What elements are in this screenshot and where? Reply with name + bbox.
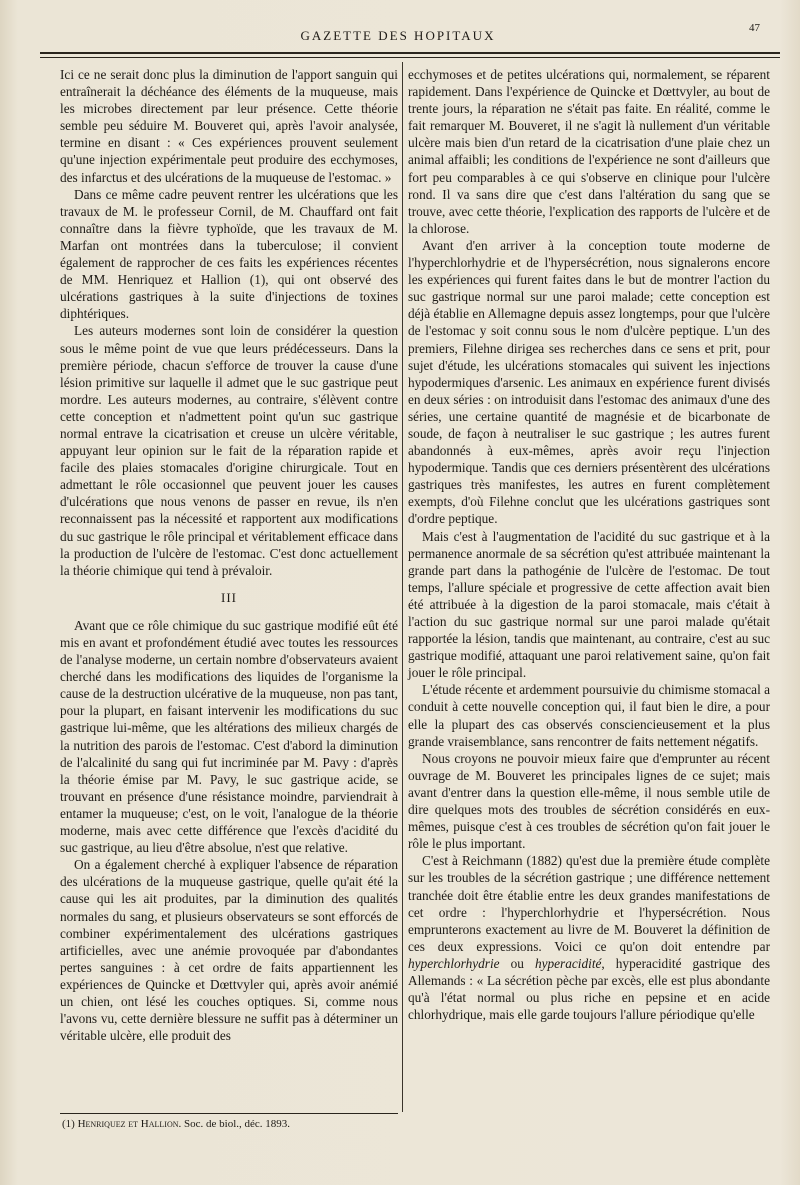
paragraph: Dans ce même cadre peuvent rentrer les ulcérations que les travaux de M. le professeur Cornil, de M. Chauffard ont fait connaître dans la fièvre typhoïde, que les travaux de M. Marfan ont montrées dans la tuberculose; il convient également de rapprocher de ces faits les expériences récentes de MM. Henriquez et Hallion (1), qui ont observé des ulcérations gastriques à la suite d'injections de toxines diphtériques. xyxy=(60,186,398,322)
text-run: ou xyxy=(499,955,535,971)
footnote-authors: Henriquez et Hallion. xyxy=(77,1118,182,1130)
paragraph: On a également cherché à expliquer l'absence de réparation des ulcérations de la muqueuse gastrique, quelle qu'ait été la cause qui les ait produites, par la diminution des qualités normales du sang, et plusieurs observateurs se sont efforcés de combiner expérimentalement des ulcérations gastriques artificielles, avec une anémie provoquée par d'abondantes pertes sanguines : à cet ordre de faits appartiennent les expériences de Quincke et Dœttvyler qui, après avoir anémié un chien, ont lésé les couches optiques. Si, comme nous l'avons vu, cette dernière blessure ne suffit pas à déterminer un véritable ulcère, elle produit des xyxy=(60,857,398,1044)
italic-term: hyperacidité xyxy=(534,955,602,971)
text-run: , hyperacidité gastrique des Allemands : « La sécrétion pèche par excès, elle est plus abondante qu'à l'état normal ou plus riche en pepsine et en acide chlorhydrique, mais elle garde toujours l'allure périodique qu'elle xyxy=(408,955,770,1023)
text-run: C'est à Reichmann (1882) qu'est due la première étude complète sur les troubles de la sécrétion gastrique ; une différence nettement tranchée doit être établie entre les deux grandes manifestations de cet ordre : l'hyperchlorhydrie et l'hypersécrétion. Nous emprunterons exactement au livre de M. Bouveret la définition de ces deux expressions. Voici ce qu'on doit entendre par xyxy=(408,853,770,954)
paragraph: ecchymoses et de petites ulcérations qui, normalement, se réparent rapidement. Dans l'expérience de Quincke et Dœttvyler, au bout de trente jours, la réparation ne s'était pas faite. En réalité, comme le fait remarquer M. Bouveret, il ne s'agit là nullement d'un véritable ulcère mais bien d'un retard de la cicatrisation d'une plaie chez un animal affaibli; les conditions de l'expérience ne sont d'ailleurs que fort peu comparables à ce qui s'observe en clinique pour l'ulcère rond. Il va sans dire que c'est dans l'altération du sang que se trouve, avec cette théorie, l'explication des rapports de l'ulcère et de la chlorose. xyxy=(408,67,770,236)
right-column xyxy=(408,66,770,1023)
header-rule xyxy=(40,52,780,54)
footnote-text: Soc. de biol., déc. 1893. xyxy=(184,1118,291,1130)
paragraph: L'étude récente et ardemment poursuivie du chimisme stomacal a conduit à cette nouvelle conception qui, il faut bien le dire, a pour elle la plupart des cas observés consciencieusement et la plus grande vraisemblance, sans rencontrer de faits nettement négatifs. xyxy=(408,682,770,749)
left-column xyxy=(60,66,398,1044)
paragraph: Nous croyons ne pouvoir mieux faire que d'emprunter au récent ouvrage de M. Bouveret les principales lignes de ce sujet; mais avant d'entrer dans la question elle-même, il nous semble utile de dire quelques mots des troubles de sécrétion considérés en eux-mêmes, puisque c'est à ces troubles de sécrétion qu'on fait jouer le rôle le plus important. xyxy=(408,750,770,852)
footnote-marker: (1) xyxy=(62,1118,75,1130)
column-divider xyxy=(402,62,403,1112)
paragraph: Les auteurs modernes sont loin de considérer la question sous le même point de vue que leurs prédécesseurs. Dans la première période, chacun s'efforce de trouver la cause d'une lésion primitive sur laquelle il admet que le suc gastrique peut mordre. Les auteurs modernes, au contraire, s'élèvent contre cette conception et n'admettent point qu'un suc gastrique normal entrave la cicatrisation et creuse un ulcère véritable, appuyant leur opinion sur le fait de la réparation rapide et facile des plaies stomacales d'origine chirurgicale. Tout en admettant le rôle occasionnel que peuvent jouer les causes d'ulcérations que nous venons de passer en revue, ils n'en reconnaissent pas la nécessité et rapportent aux modifications du suc gastrique le rôle principal et véritablement efficace dans la production de l'ulcère de l'estomac. C'est donc actuellement la théorie chimique qui tend à prévaloir. xyxy=(60,323,398,578)
paragraph: Avant d'en arriver à la conception toute moderne de l'hyperchlorhydrie et de l'hypersécrétion, nous signalerons encore les expériences qui furent faites dans le but de montrer l'action du suc gastrique normal sur une paroi malade; cette conception est déjà établie en Allemagne depuis assez longtemps, pour que l'ulcère de l'estomac y soit connu sous le nom d'ulcère peptique. L'un des premiers, Filehne dirigea ses recherches dans ce sens et prit, pour sujet d'étude, les ulcérations stomacales qui suivent les injections hypodermiques d'arsenic. Les animaux en expérience furent divisés en deux séries : on introduisit dans l'estomac des animaux d'une des séries, une certaine quantité de magnésie et de bicarbonate de soude, de façon à neutraliser le suc gastrique ; les autres furent abandonnés à eux-mêmes, après avoir reçu l'injection hypodermique. Tandis que ces derniers présentèrent des ulcérations gastriques très manifestes, les autres en furent complètement exempts, d'où Filehne conclut que les ulcérations gastriques sont d'ordre peptique. xyxy=(408,237,770,527)
paragraph: Mais c'est à l'augmentation de l'acidité du suc gastrique et à la permanence anormale de sa sécrétion qu'est attribuée maintenant la grande part dans la pathogénie de l'ulcère de l'estomac. De tout temps, l'allure spéciale et progressive de cette affection avait bien été attribuée à la digestion de la paroi stomacale, mais c'était à l'action du suc gastrique normal sur une paroi malade qu'était rapportée la lésion, tandis que maintenant, au contraire, c'est au suc gastrique modifié, attaquant une paroi relativement saine, qu'on fait jouer le rôle principal. xyxy=(408,528,770,681)
footnote-rule xyxy=(60,1113,398,1114)
header-rule-thin xyxy=(40,57,780,58)
paragraph: Avant que ce rôle chimique du suc gastrique modifié eût été mis en avant et profondément étudié avec toutes les ressources de l'analyse moderne, un certain nombre d'observateurs avaient cherché dans les modifications des liquides de l'organisme la cause de la destruction ulcérative de la muqueuse, non pas tant, pour la plupart, en faisant intervenir les modifications du suc gastrique lui-même, que les altérations des milieux chargés de la nutrition des parois de l'estomac. C'est d'abord la diminution de l'alcalinité du sang qui fut incriminée par M. Pavy : d'après la théorie émise par M. Pavy, le suc gastrique acide, se trouvant en présence d'une résistance moindre, parviendrait à entamer la muqueuse; c'est, on le voit, l'analogue de la théorie moderne, mais avec cette différence que l'excès d'acidité du suc gastrique, au lieu d'être absolue, n'est que relative. xyxy=(60,617,398,856)
footnote xyxy=(62,1118,392,1130)
page-number: 47 xyxy=(749,22,760,34)
paragraph: Ici ce ne serait donc plus la diminution de l'apport sanguin qui entraînerait la déchéance des éléments de la muqueuse, mais les microbes directement par leur présence. Cette théorie semble peu séduire M. Bouveret qui, après l'avoir analysée, termine en disant : « Ces expériences prouvent seulement qu'une injection expérimentale peut produire des ecchymoses, des infarctus et des ulcérations de la muqueuse de l'estomac. » xyxy=(60,67,398,185)
page-header xyxy=(36,22,760,52)
journal-title: GAZETTE DES HOPITAUX xyxy=(300,28,496,43)
section-heading: III xyxy=(221,589,237,605)
paragraph xyxy=(408,852,770,1023)
italic-term: hyperchlorhydrie xyxy=(408,955,500,971)
